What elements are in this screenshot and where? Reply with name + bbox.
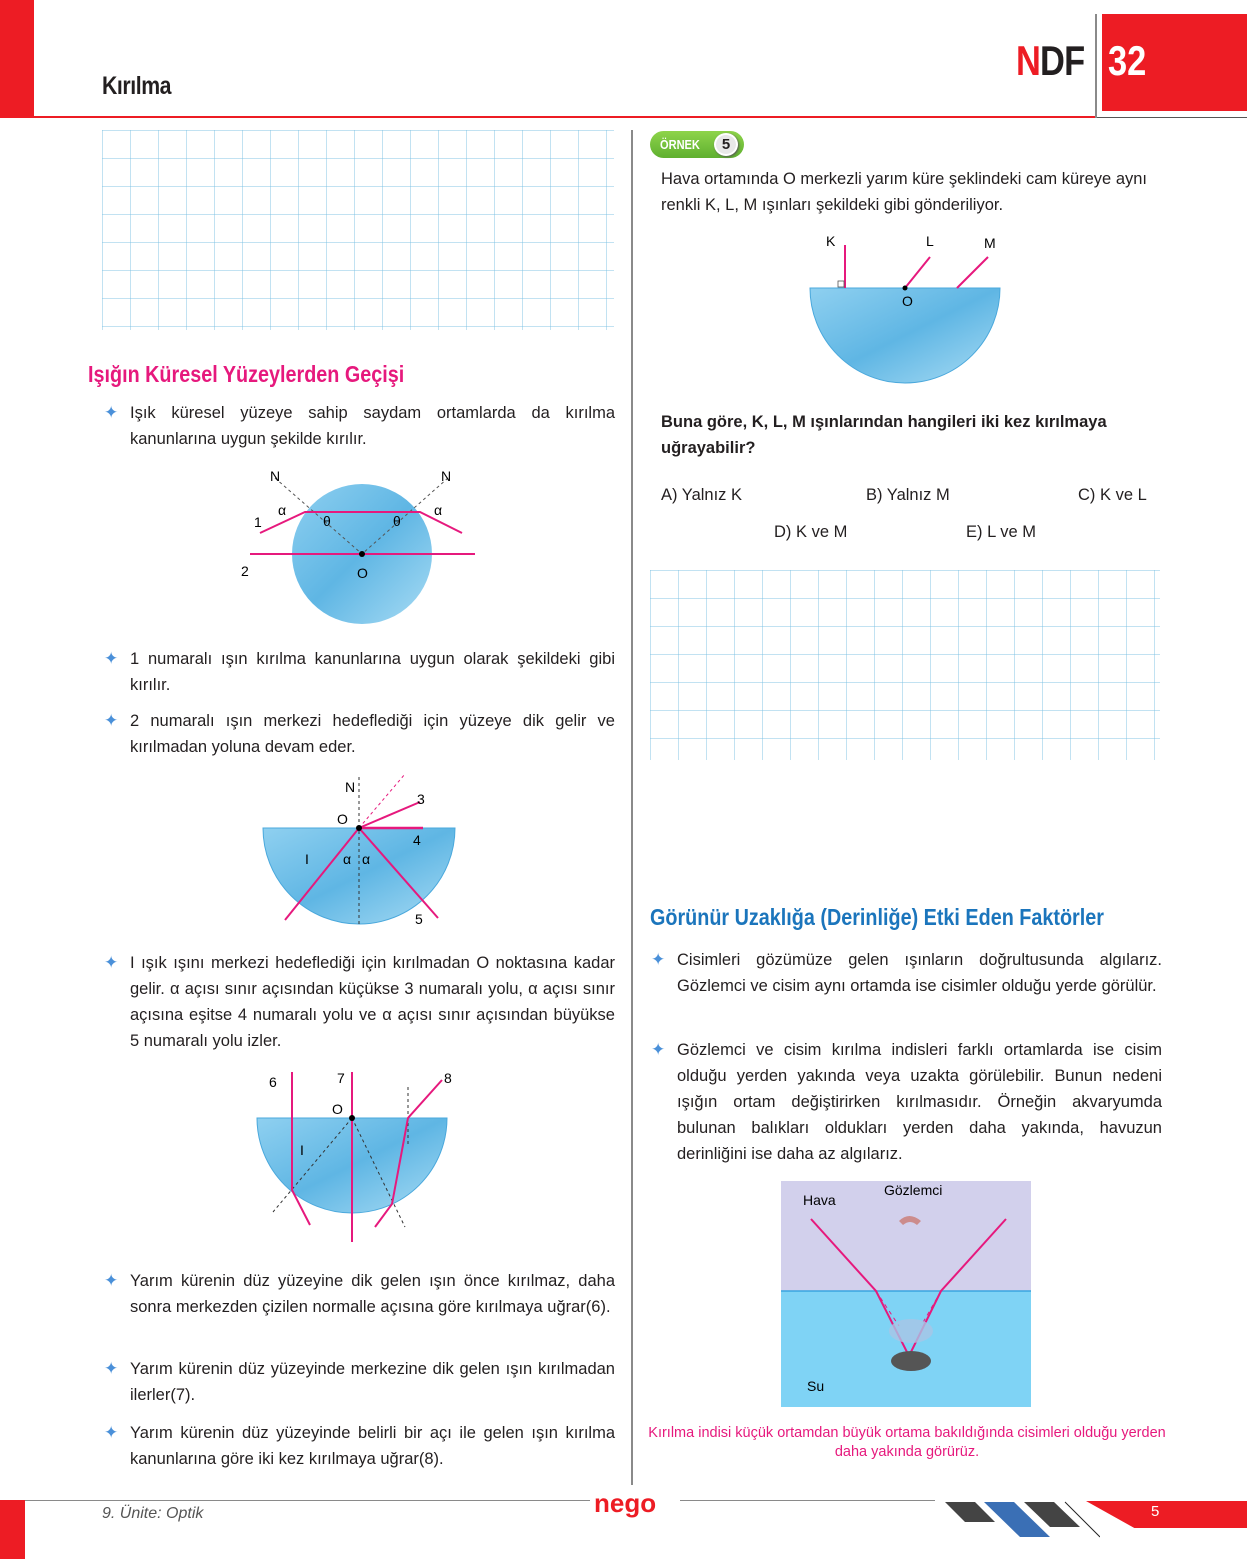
label-O: O	[357, 565, 368, 581]
label-O: O	[332, 1101, 343, 1117]
label-M: M	[984, 235, 996, 251]
notes-grid	[102, 130, 614, 330]
option-a[interactable]: A) Yalnız K	[661, 486, 743, 504]
star-bullet-icon: ✦	[104, 711, 119, 730]
option-b[interactable]: B) Yalnız M	[866, 486, 950, 504]
star-bullet-icon: ✦	[104, 403, 119, 422]
option-e[interactable]: E) L ve M	[966, 523, 1036, 541]
section-title-spherical: Işığın Küresel Yüzeylerden Geçişi	[88, 361, 405, 387]
label-O: O	[337, 811, 348, 827]
bullet-text: 2 numaralı ışın merkezi hedeflediği için yüzeye dik gelir ve kırılmadan yoluna devam eder.	[130, 712, 615, 756]
header-red-bar	[0, 0, 34, 118]
unit-number-box	[1102, 14, 1247, 111]
center-point	[356, 825, 362, 831]
star-bullet-icon: ✦	[651, 1040, 666, 1059]
ray-3	[359, 802, 420, 828]
column-divider	[631, 130, 633, 1485]
label-ray-3: 3	[417, 791, 425, 807]
label-ray-7: 7	[337, 1070, 345, 1086]
option-c[interactable]: C) K ve L	[1078, 486, 1147, 504]
apparent-depth-figure	[781, 1181, 1031, 1407]
extension-line	[359, 774, 405, 828]
bullet-item	[651, 1037, 1162, 1167]
publisher-logo-text: nego	[594, 1488, 657, 1518]
label-L: L	[926, 233, 934, 249]
label-N: N	[345, 779, 356, 795]
star-bullet-icon: ✦	[104, 649, 119, 668]
sphere-refraction-figure	[230, 460, 490, 635]
label-alpha: α	[278, 502, 287, 518]
label-theta: θ	[323, 513, 331, 529]
chapter-title: Kırılma	[102, 72, 172, 100]
label-water: Su	[807, 1378, 825, 1394]
option-d[interactable]: D) K ve M	[774, 523, 848, 541]
footer-red-bar	[0, 1500, 25, 1559]
bullet-item	[104, 1420, 615, 1472]
notes-grid	[650, 570, 1160, 760]
section-title-apparent-depth: Görünür Uzaklığa (Derinliğe) Etki Eden Faktörler	[650, 904, 1104, 930]
star-bullet-icon: ✦	[104, 1423, 119, 1442]
bullet-text: Yarım kürenin düz yüzeyinde belirli bir açı ile gelen ışın kırılma kanunlarına göre iki kez kırılmaya uğrar(8).	[130, 1424, 615, 1468]
footer-unit: 9. Ünite: Optik	[102, 1505, 204, 1522]
ray-L	[905, 257, 930, 288]
bullet-text: Işık küresel yüzeye sahip saydam ortamlarda da kırılma kanunlarına uygun şekilde kırılır.	[130, 404, 615, 448]
label-air: Hava	[803, 1192, 836, 1208]
star-bullet-icon: ✦	[104, 953, 119, 972]
page-number-box	[1086, 1501, 1247, 1528]
header-rule-dark	[1096, 117, 1247, 118]
right-angle-mark	[838, 281, 844, 287]
bullet-item	[104, 708, 615, 760]
bullet-text: Gözlemci ve cisim kırılma indisleri farklı ortamlarda ise cisim olduğu yerden yakında veya uzakta görülebilir. Bunun nedeni ışığın ortam değiştirirken kırılmasıdır. Örneğin akvaryumda bulunan balıkları oldukları yerden daha yakında, havuzun derinliğini ise daha az algılarız.	[677, 1041, 1162, 1163]
hemisphere-critical-angle-figure	[255, 772, 470, 932]
label-ray-5: 5	[415, 911, 423, 927]
star-bullet-icon: ✦	[104, 1359, 119, 1378]
question-prompt: Buna göre, K, L, M ışınlarından hangileri iki kez kırılmaya uğrayabilir?	[661, 413, 1107, 457]
star-bullet-icon: ✦	[651, 950, 666, 969]
label-alpha: α	[362, 851, 371, 867]
header-divider	[1095, 14, 1097, 118]
publisher-logo	[592, 1486, 676, 1520]
footer-rule	[25, 1500, 590, 1501]
label-K: K	[826, 233, 836, 249]
bullet-text: 1 numaralı ışın kırılma kanunlarına uygun olarak şekildeki gibi kırılır.	[130, 650, 615, 694]
star-bullet-icon: ✦	[104, 1271, 119, 1290]
bullet-text: Cisimleri gözümüze gelen ışınların doğrultusunda algılarız. Gözlemci ve cisim aynı ortamda ise cisimler olduğu yerde görülür.	[677, 951, 1162, 995]
fish-icon	[891, 1351, 931, 1371]
example-badge	[650, 131, 744, 158]
footer-rule	[680, 1500, 935, 1501]
center-point	[349, 1115, 355, 1121]
example-label: ÖRNEK	[660, 137, 700, 152]
bullet-text: Yarım kürenin düz yüzeyine dik gelen ışın önce kırılmaz, daha sonra merkezden çizilen normalle açısına göre kırılmaya uğrar(6).	[130, 1272, 615, 1316]
label-observer: Gözlemci	[884, 1182, 943, 1198]
label-alpha: α	[434, 502, 443, 518]
label-ray-6: 6	[269, 1074, 277, 1090]
brand-n: N	[1016, 37, 1041, 84]
label-N: N	[441, 468, 452, 484]
bullet-item	[104, 1268, 615, 1320]
example-number: 5	[714, 133, 738, 156]
hemisphere-rays-6-7-8-figure	[245, 1062, 470, 1252]
bullet-item	[651, 947, 1162, 999]
header-rule	[34, 116, 1096, 118]
label-ray-2: 2	[241, 563, 249, 579]
question-stem: Hava ortamında O merkezli yarım küre şeklindeki cam küreye aynı renkli K, L, M ışınları şekildeki gibi gönderiliyor.	[661, 170, 1148, 214]
label-alpha: α	[343, 851, 352, 867]
ray-M	[957, 257, 988, 288]
brand-ndf	[1016, 37, 1085, 84]
bullet-item	[104, 1356, 615, 1408]
label-I: I	[300, 1142, 304, 1158]
center-point	[359, 551, 365, 557]
bullet-item	[104, 950, 615, 1054]
fish-image-icon	[889, 1319, 933, 1343]
footer-stripes	[940, 1500, 1100, 1540]
label-N: N	[270, 468, 281, 484]
bullet-item	[104, 646, 615, 698]
label-I: I	[305, 851, 309, 867]
page-number: 5	[1151, 1503, 1160, 1520]
brand-df: DF	[1040, 37, 1085, 84]
question-hemisphere-figure	[800, 230, 1010, 390]
label-ray-1: 1	[254, 514, 262, 530]
label-ray-8: 8	[444, 1070, 452, 1086]
bullet-item	[104, 400, 615, 452]
unit-number: 32	[1108, 37, 1147, 84]
center-point	[903, 286, 908, 291]
label-theta: θ	[393, 513, 401, 529]
label-O: O	[902, 293, 913, 309]
bullet-text: I ışık ışını merkezi hedeflediği için kırılmadan O noktasına kadar gelir. α açısı sınır açısından küçükse 3 numaralı yolu, α açısı sınır açısına eşitse 4 numaralı yolu ve α açısı sınır açısından büyükse 5 numaralı yolu izler.	[130, 954, 615, 1050]
bullet-text: Yarım kürenin düz yüzeyinde merkezine dik gelen ışın kırılmadan ilerler(7).	[130, 1360, 615, 1404]
figure-caption: Kırılma indisi küçük ortamdan büyük ortama bakıldığında cisimleri olduğu yerden daha yakında görürüz.	[648, 1425, 1166, 1460]
label-ray-4: 4	[413, 832, 421, 848]
